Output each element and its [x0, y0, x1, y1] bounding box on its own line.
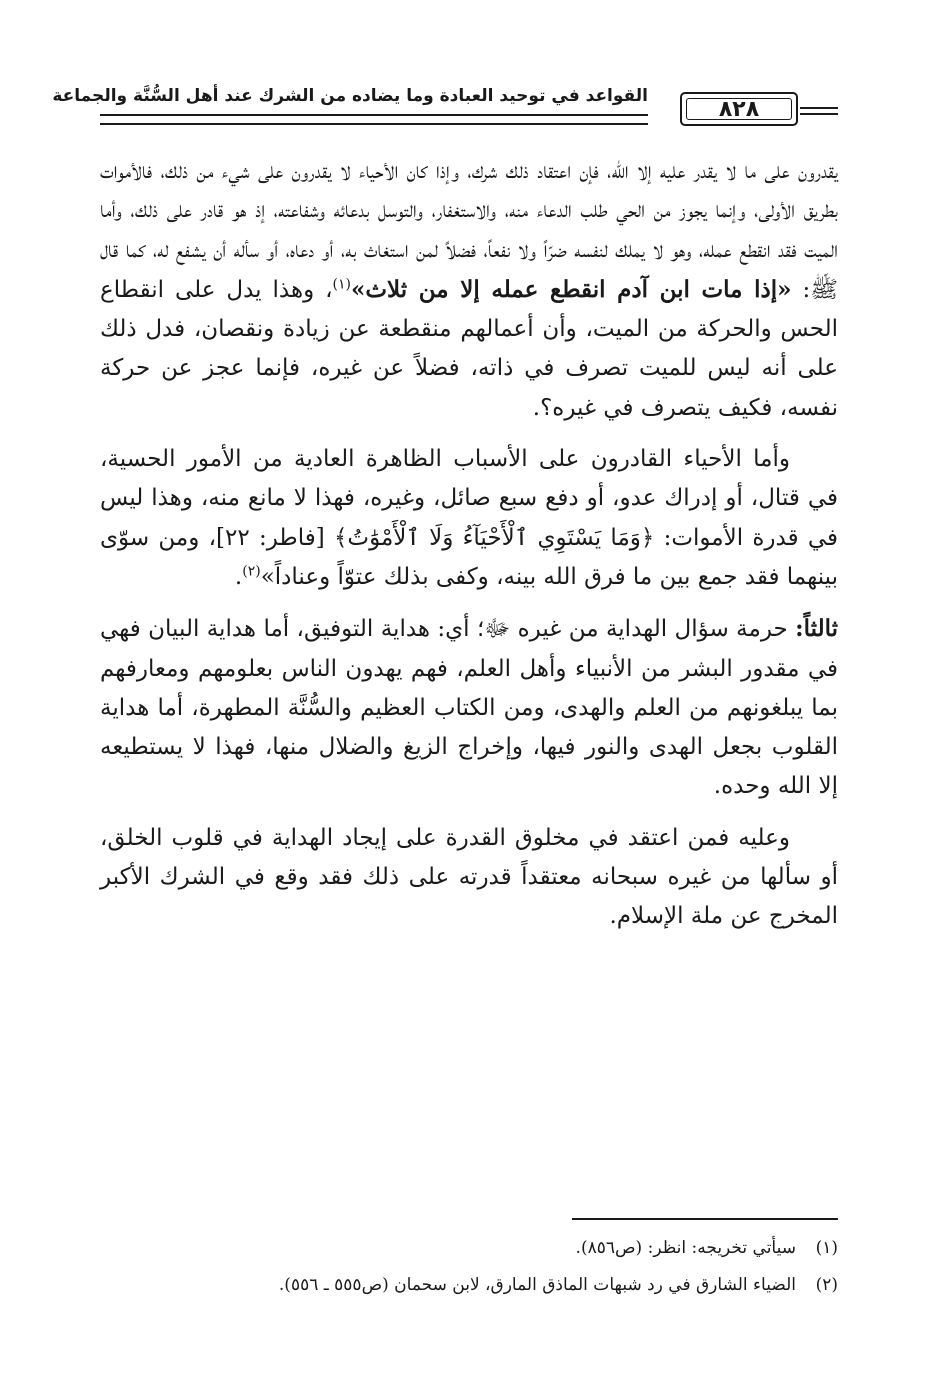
quran-verse: ﴿وَمَا يَسْتَوِي ٱلْأَحْيَآءُ وَلَا ٱلْأَمْوَٰتُ﴾ [333, 524, 655, 551]
paragraph-text: حرمة سؤال الهداية من غيره ﷻ؛ أي: هداية التوفيق، أما هداية البيان فهي في مقدور البشر من الأنبياء وأهل العلم، فهم يهدون الناس بعلومهم ومعارفهم بما يبلغونهم من العلم والهدى، ومن الكتاب العظيم والسُّنَّة المطهرة، أما هداية القلوب بجعل الهدى والنور فيها، وإخراج الزيغ والضلال منها، فهذا لا يستطيعه إلا الله وحده. [100, 616, 838, 800]
paragraph-text: وأما الأحياء القادرون على الأسباب الظاهرة العادية من الأمور الحسية، في قتال، أو إدراك عدو، أو دفع سبع صائل، وغيره، فهذا لا مانع منه، وهذا ليس في قدرة الأموات: [100, 446, 839, 551]
footnote-text: سيأتي تخريجه: انظر: (ص٨٥٦). [575, 1238, 796, 1258]
running-title: القواعد في توحيد العبادة وما يضاده من الشرك عند أهل السُّنَّة والجماعة [52, 86, 648, 106]
footnote-text: الضياء الشارق في رد شبهات الماذق المارق، لابن سحمان (ص٥٥٥ ـ ٥٥٦). [278, 1275, 796, 1295]
hadith-quote: «إذا مات ابن آدم انقطع عمله إلا من ثلاث» [351, 275, 792, 303]
footnote-separator [572, 1218, 838, 1220]
main-text [100, 152, 838, 949]
footnote [100, 1230, 838, 1267]
footnotes [100, 1230, 838, 1304]
header-rule [100, 123, 648, 125]
paragraph-text: ، وهذا يدل على انقطاع الحس والحركة من الميت، وأن أعمالهم منقطعة عن زيادة ونقصان، فدل ذلك على أنه ليس للميت تصرف في ذاته، فضلاً عن غيره، فإنما عجز عن حركة نفسه، فكيف يتصرف في غيره؟. [100, 276, 838, 421]
section-lead: ثالثاً: [795, 615, 838, 643]
header-rule [100, 114, 648, 116]
paragraph-text: يقدرون على ما لا يقدر عليه إلا الله، فإن اعتقاد ذلك شرك، وإذا كان الأحياء لا يقدرون على شيء من ذلك، فالأموات بطريق الأولى، وإنما يجوز من الحي طلب الدعاء منه، والاستغفار، والتوسل بدعائه وشفاعته، إذ هو قادر على ذلك، وأما الميت فقد انقطع عمله، وهو لا يملك لنفسه ضرّاً ولا نفعاً، فضلاً لمن استغاث به، أو دعاه، أو سأله أن يشفع له، كما قال ﷺ: [100, 158, 838, 303]
page-number-frame [680, 92, 798, 126]
paragraph-text: وعليه فمن اعتقد في مخلوق القدرة على إيجاد الهداية في قلوب الخلق، أو سألها من غيره سبحانه معتقداً قدرته على ذلك فقد وقع في الشرك الأكبر المخرج عن ملة الإسلام. [100, 824, 838, 930]
footnote-reference[interactable]: (١) [332, 276, 352, 293]
paragraph [100, 819, 838, 937]
header-ornament-line [800, 113, 838, 115]
paragraph [100, 609, 838, 806]
paragraph-text: [فاطر: ٢٢]، ومن سوّى بينهما فقد جمع بين ما فرق الله بينه، وكفى بذلك عتوّاً وعناداً» [100, 524, 838, 590]
paragraph-text: . [234, 563, 243, 590]
footnote [100, 1267, 838, 1304]
paragraph [100, 440, 838, 597]
footnote-number: (١) [815, 1238, 838, 1258]
paragraph [100, 152, 838, 428]
footnote-reference[interactable]: (٢) [242, 563, 261, 580]
page-header [52, 80, 838, 130]
header-ornament-line [800, 107, 838, 109]
page-number: ٨٢٨ [718, 96, 760, 122]
footnote-number: (٢) [815, 1275, 838, 1295]
